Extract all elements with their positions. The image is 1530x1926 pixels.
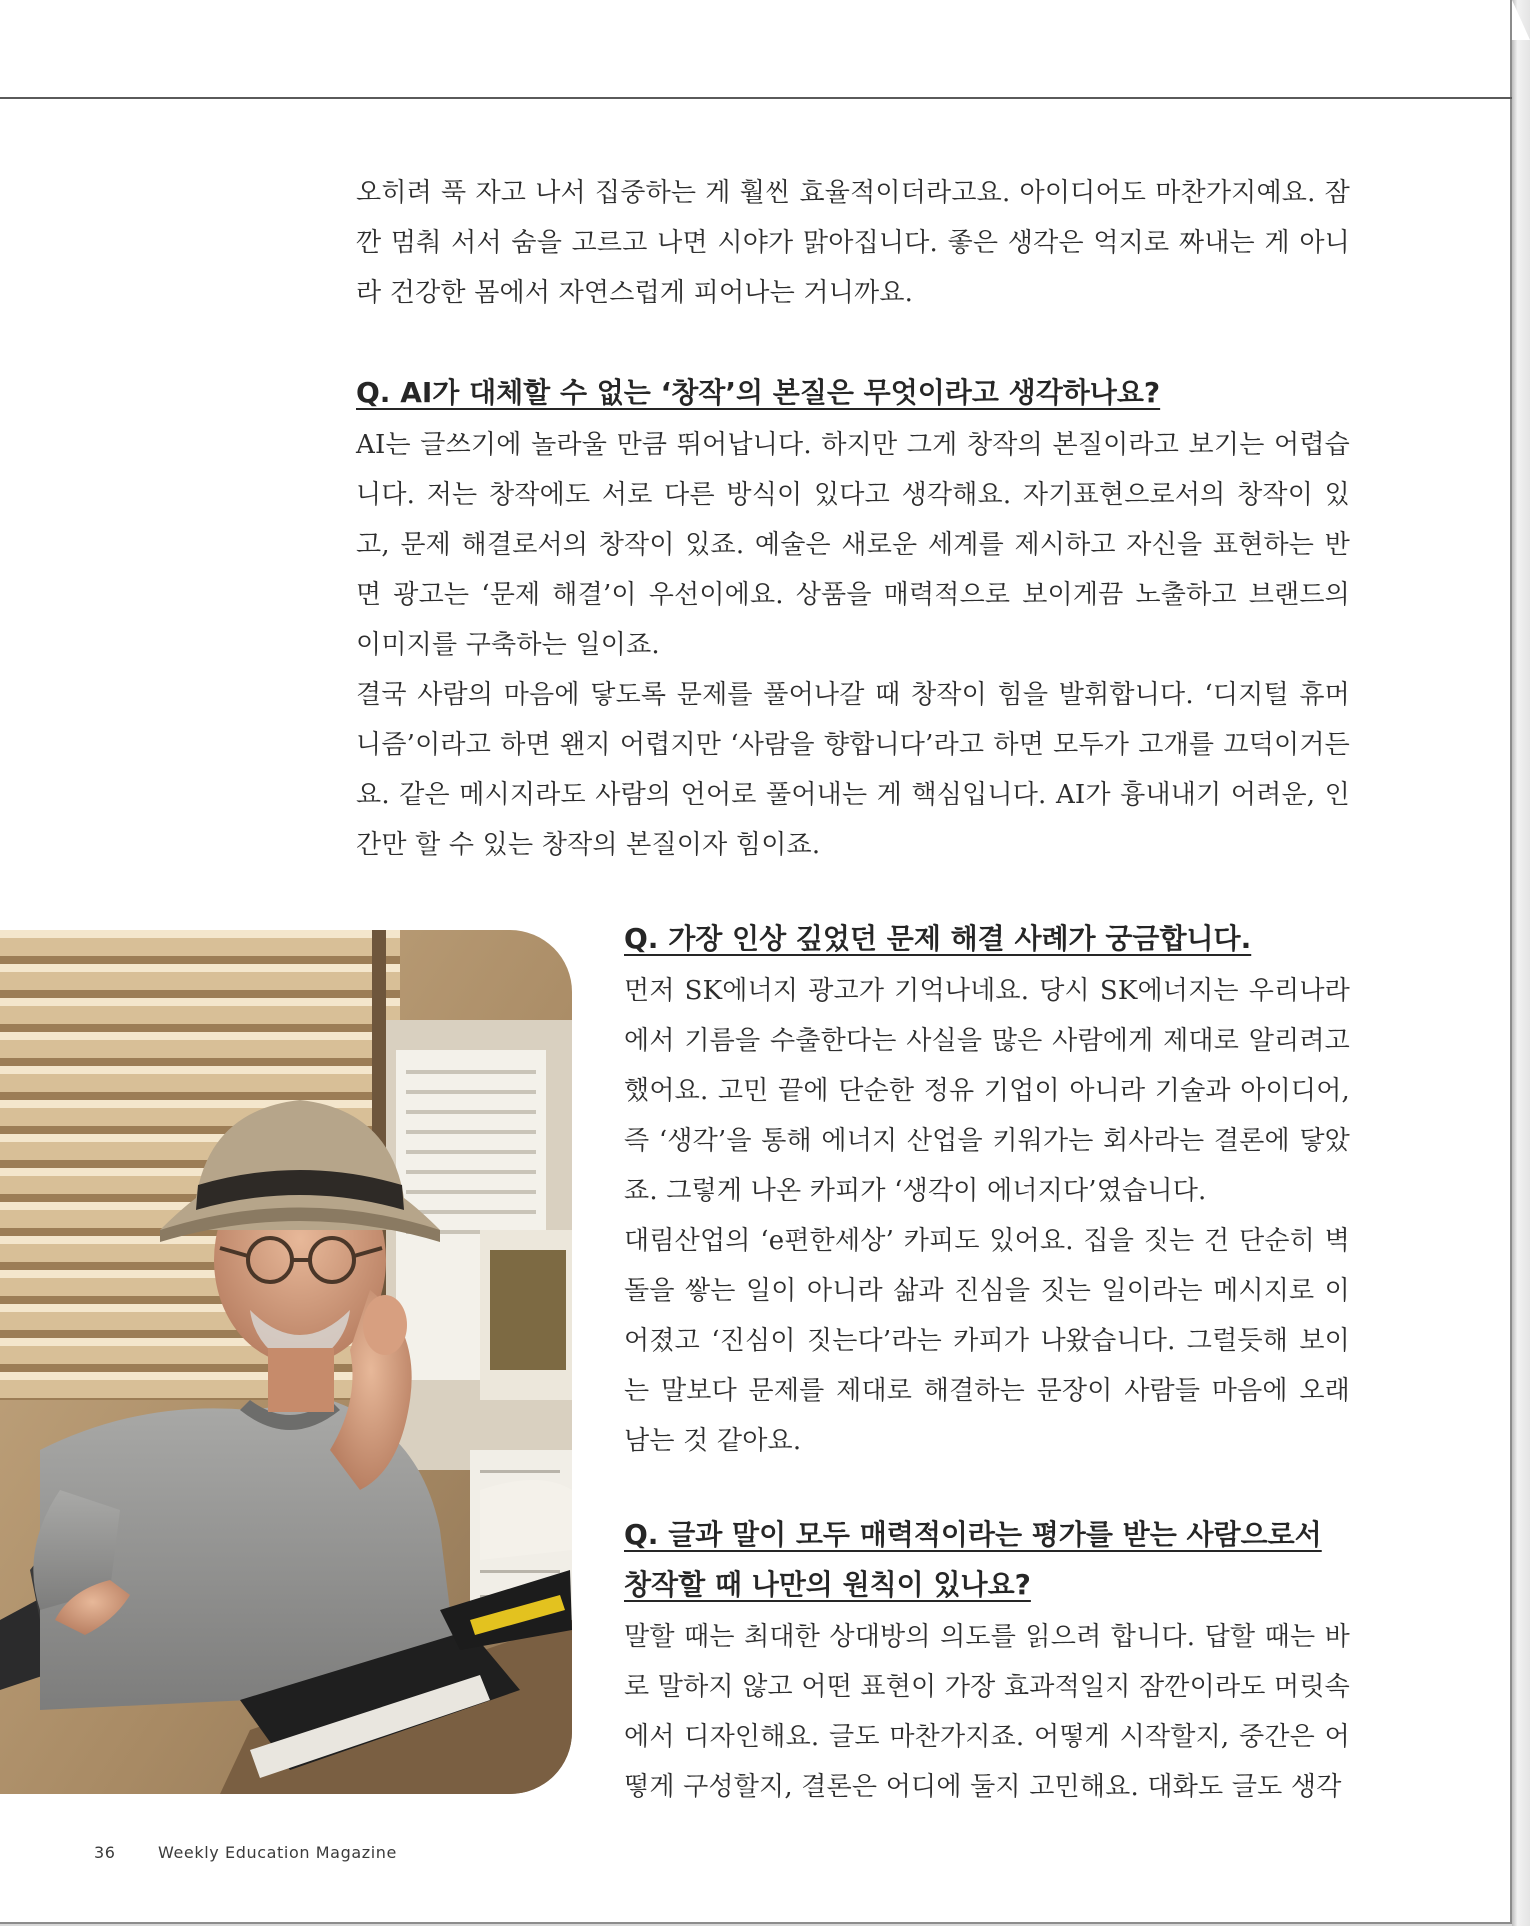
section-1 — [356, 368, 1350, 870]
question-heading: Q. 글과 말이 모두 매력적이라는 평가를 받는 사람으로서 창작할 때 나만의 원칙이 있나요? — [624, 1518, 1322, 1601]
answer-paragraph: AI는 글쓰기에 놀라울 만큼 뛰어납니다. 하지만 그게 창작의 본질이라고 보기는 어렵습니다. 저는 창작에도 서로 다른 방식이 있다고 생각해요. 자기표현으로서의 창작이 있고, 문제 해결로서의 창작이 있죠. 예술은 새로운 세계를 제시하고 자신을 표현하는 반면 광고는 ‘문제 해결’이 우선이에요. 상품을 매력적으로 보이게끔 노출하고 브랜드의 이미지를 구축하는 일이죠. — [356, 430, 1350, 660]
question-heading: Q. AI가 대체할 수 없는 ‘창작’의 본질은 무엇이라고 생각하나요? — [356, 376, 1161, 409]
magazine-name: Weekly Education Magazine — [158, 1843, 397, 1862]
answer-paragraph: 대림산업의 ‘e편한세상’ 카피도 있어요. 집을 짓는 건 단순히 벽돌을 쌓는 일이 아니라 삶과 진심을 짓는 일이라는 메시지로 이어졌고 ‘진심이 짓는다’라는 카피가 나왔습니다. 그럴듯해 보이는 말보다 문제를 제대로 해결하는 문장이 사람들 마음에 오래 남는 것 같아요. — [624, 1226, 1350, 1456]
section-3 — [624, 1510, 1350, 1812]
page-edge — [1512, 0, 1530, 1926]
page-number: 36 — [94, 1843, 116, 1862]
question-heading: Q. 가장 인상 깊었던 문제 해결 사례가 궁금합니다. — [624, 922, 1252, 955]
section-2 — [624, 914, 1350, 1466]
interviewee-photo — [0, 930, 572, 1794]
page-footer — [94, 1843, 397, 1862]
answer-paragraph: 먼저 SK에너지 광고가 기억나네요. 당시 SK에너지는 우리나라에서 기름을 수출한다는 사실을 많은 사람에게 제대로 알리려고 했어요. 고민 끝에 단순한 정유 기업이 아니라 기술과 아이디어, 즉 ‘생각’을 통해 에너지 산업을 키워가는 회사라는 결론에 닿았죠. 그렇게 나온 카피가 ‘생각이 에너지다’였습니다. — [624, 976, 1350, 1206]
header-rule — [0, 97, 1512, 99]
answer-paragraph: 말할 때는 최대한 상대방의 의도를 읽으려 합니다. 답할 때는 바로 말하지 않고 어떤 표현이 가장 효과적일지 잠깐이라도 머릿속에서 디자인해요. 글도 마찬가지죠. 어떻게 시작할지, 중간은 어떻게 구성할지, 결론은 어디에 둘지 고민해요. 대화도 글도 생각 — [624, 1622, 1350, 1802]
intro-block — [356, 168, 1350, 318]
intro-paragraph: 오히려 푹 자고 나서 집중하는 게 훨씬 효율적이더라고요. 아이디어도 마찬가지예요. 잠깐 멈춰 서서 숨을 고르고 나면 시야가 맑아집니다. 좋은 생각은 억지로 짜내는 게 아니라 건강한 몸에서 자연스럽게 피어나는 거니까요. — [356, 178, 1350, 308]
answer-paragraph: 결국 사람의 마음에 닿도록 문제를 풀어나갈 때 창작이 힘을 발휘합니다. ‘디지털 휴머니즘’이라고 하면 왠지 어렵지만 ‘사람을 향합니다’라고 하면 모두가 고개를 끄덕이거든요. 같은 메시지라도 사람의 언어로 풀어내는 게 핵심입니다. AI가 흉내내기 어려운, 인간만 할 수 있는 창작의 본질이자 힘이죠. — [356, 680, 1350, 860]
